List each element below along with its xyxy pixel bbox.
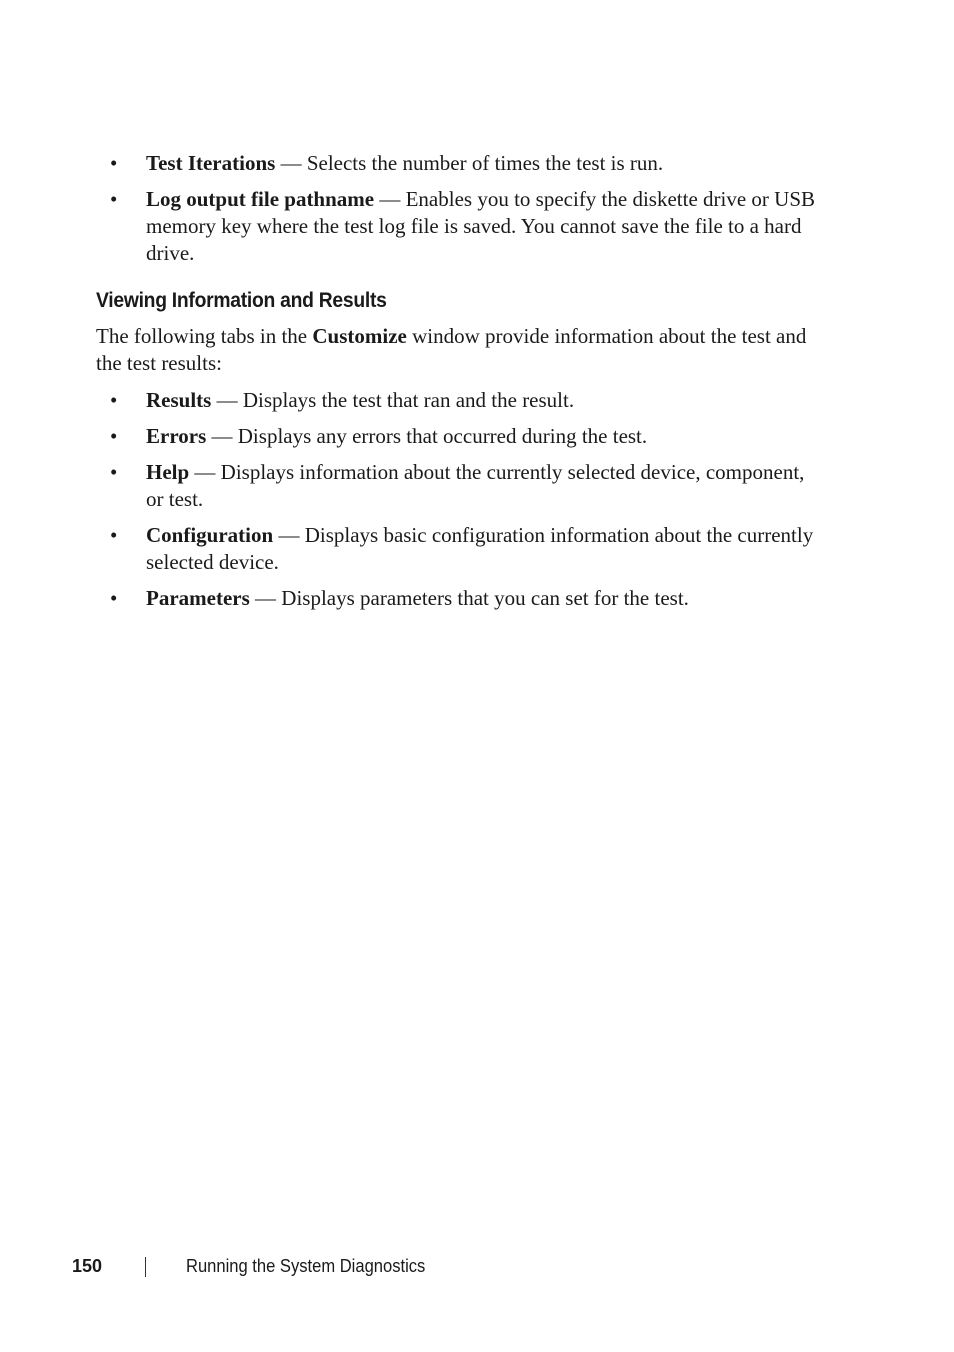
list-item-text: — Displays parameters that you can set for the test. xyxy=(249,586,689,610)
tabs-list xyxy=(96,387,826,612)
bullet-icon: • xyxy=(110,151,118,175)
list-item xyxy=(96,186,826,267)
list-item-term: Parameters xyxy=(146,586,250,610)
intro-text-before: The following tabs in the xyxy=(96,324,313,348)
option-list xyxy=(96,150,826,267)
bullet-icon: • xyxy=(110,523,118,547)
intro-text-after: window provide information about the test and the test results: xyxy=(96,324,807,375)
list-item-term: Errors xyxy=(146,424,207,448)
list-item-text: — Enables you to specify the diskette drive or USB memory key where the test log file is saved. You cannot save the file to a hard drive. xyxy=(146,187,816,265)
list-item-term: Configuration xyxy=(146,523,274,547)
intro-term: Customize xyxy=(312,324,407,348)
list-item xyxy=(96,150,826,177)
section-heading: Viewing Information and Results xyxy=(96,289,387,312)
list-item-text: — Displays the test that ran and the result. xyxy=(211,388,575,412)
list-item xyxy=(96,585,826,612)
list-item xyxy=(96,387,826,414)
page-number: 150 xyxy=(72,1256,103,1276)
list-item-term: Log output file pathname xyxy=(146,187,375,211)
page-content xyxy=(96,150,826,621)
list-item-term: Results xyxy=(146,388,212,412)
intro-paragraph xyxy=(96,323,826,377)
list-item-text: — Displays any errors that occurred during the test. xyxy=(206,424,648,448)
list-item xyxy=(96,522,826,576)
list-item xyxy=(96,423,826,450)
list-item-term: Test Iterations xyxy=(146,151,276,175)
list-item-term: Help xyxy=(146,460,190,484)
list-item xyxy=(96,459,826,513)
bullet-icon: • xyxy=(110,586,118,610)
footer-section-name: Running the System Diagnostics xyxy=(186,1256,426,1276)
bullet-icon: • xyxy=(110,388,118,412)
list-item-text: — Selects the number of times the test is run. xyxy=(275,151,664,175)
list-item-text: — Displays information about the currently selected device, component, or test. xyxy=(146,460,805,511)
bullet-icon: • xyxy=(110,460,118,484)
list-item-text: — Displays basic configuration information about the currently selected device. xyxy=(146,523,814,574)
footer-divider xyxy=(145,1257,146,1277)
bullet-icon: • xyxy=(110,187,118,211)
page-footer xyxy=(72,1256,446,1277)
bullet-icon: • xyxy=(110,424,118,448)
